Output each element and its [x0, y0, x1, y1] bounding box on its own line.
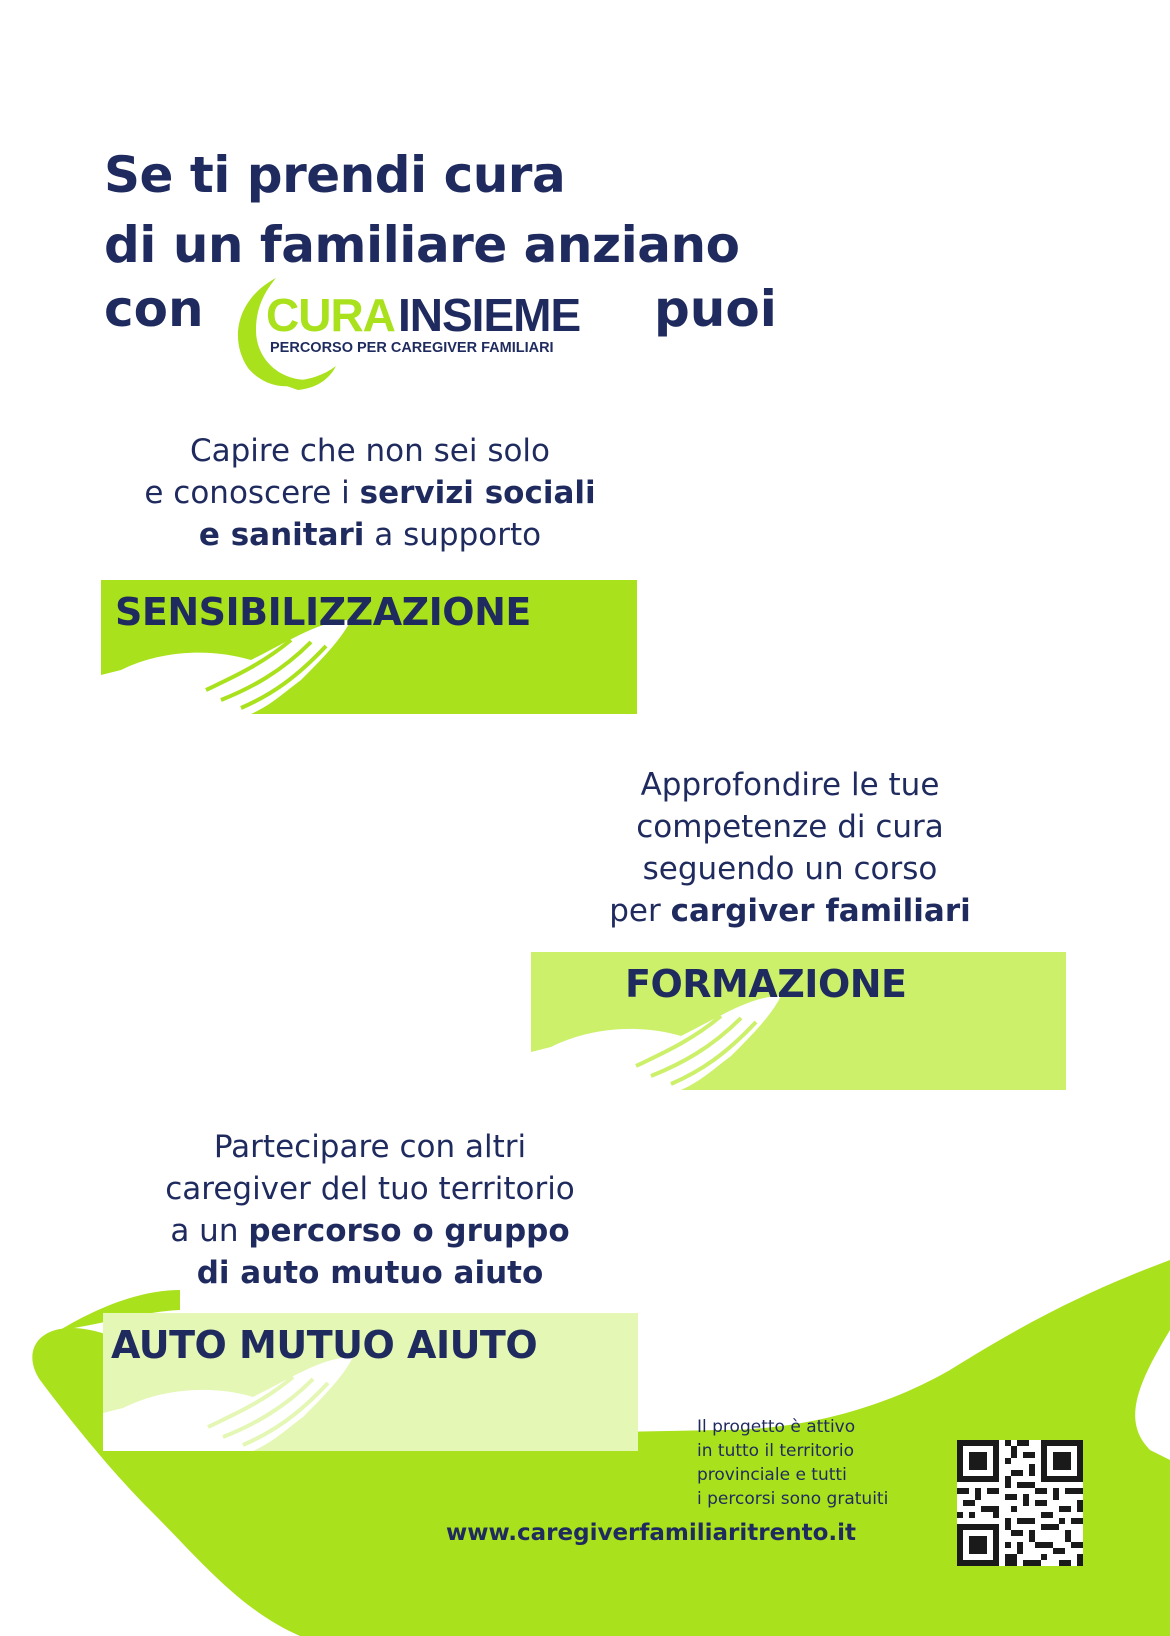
- desc-line: Capire che non sei solo: [189, 433, 551, 469]
- logo-cura: CURA: [266, 289, 395, 341]
- formazione-description: [560, 764, 1020, 932]
- auto-mutuo-aiuto-title: AUTO MUTUO AIUTO: [111, 1323, 538, 1367]
- headline-line-2: di un familiare anziano: [104, 216, 740, 274]
- desc-line: Approfondire le tue: [640, 767, 940, 803]
- desc-text: e conoscere i: [144, 475, 360, 511]
- desc-line: [100, 514, 640, 556]
- website-link[interactable]: www.caregiverfamiliaritrento.it: [446, 1520, 857, 1546]
- formazione-band: [531, 952, 1066, 1090]
- sensibilizzazione-title: SENSIBILIZZAZIONE: [115, 590, 531, 634]
- headline-puoi: puoi: [654, 280, 777, 338]
- logo-insieme: INSIEME: [398, 289, 581, 341]
- desc-text: a un: [170, 1213, 249, 1249]
- desc-bold: di auto mutuo aiuto: [196, 1255, 544, 1291]
- sensibilizzazione-description: [100, 430, 640, 556]
- note-line: in tutto il territorio: [697, 1441, 855, 1461]
- project-note: [697, 1415, 888, 1511]
- headline-con: con: [104, 280, 204, 338]
- desc-bold: cargiver familiari: [670, 893, 971, 929]
- desc-line: competenze di cura: [636, 809, 944, 845]
- desc-text: a supporto: [364, 517, 542, 553]
- auto-mutuo-aiuto-band: [103, 1313, 638, 1451]
- desc-line: [100, 1210, 640, 1252]
- qr-code-icon[interactable]: [957, 1440, 1083, 1566]
- desc-line: [100, 472, 640, 514]
- headline: [104, 140, 864, 280]
- curainsieme-logo: [218, 268, 658, 398]
- logo-subtitle: PERCORSO PER CAREGIVER FAMILIARI: [270, 340, 554, 356]
- desc-bold: servizi sociali: [359, 475, 596, 511]
- desc-line: seguendo un corso: [642, 851, 938, 887]
- desc-line: [100, 1252, 640, 1294]
- auto-mutuo-aiuto-description: [100, 1126, 640, 1294]
- note-line: i percorsi sono gratuiti: [697, 1489, 889, 1509]
- desc-bold: percorso o gruppo: [248, 1213, 570, 1249]
- desc-line: Partecipare con altri: [213, 1129, 527, 1165]
- formazione-title: FORMAZIONE: [625, 962, 907, 1006]
- desc-bold: e sanitari: [198, 517, 365, 553]
- desc-line: caregiver del tuo territorio: [165, 1171, 575, 1207]
- headline-line-1: Se ti prendi cura: [104, 146, 566, 204]
- sensibilizzazione-band: [101, 580, 637, 714]
- note-line: Il progetto è attivo: [697, 1417, 856, 1437]
- note-line: provinciale e tutti: [697, 1465, 847, 1485]
- desc-text: per: [609, 893, 671, 929]
- desc-line: [560, 890, 1020, 932]
